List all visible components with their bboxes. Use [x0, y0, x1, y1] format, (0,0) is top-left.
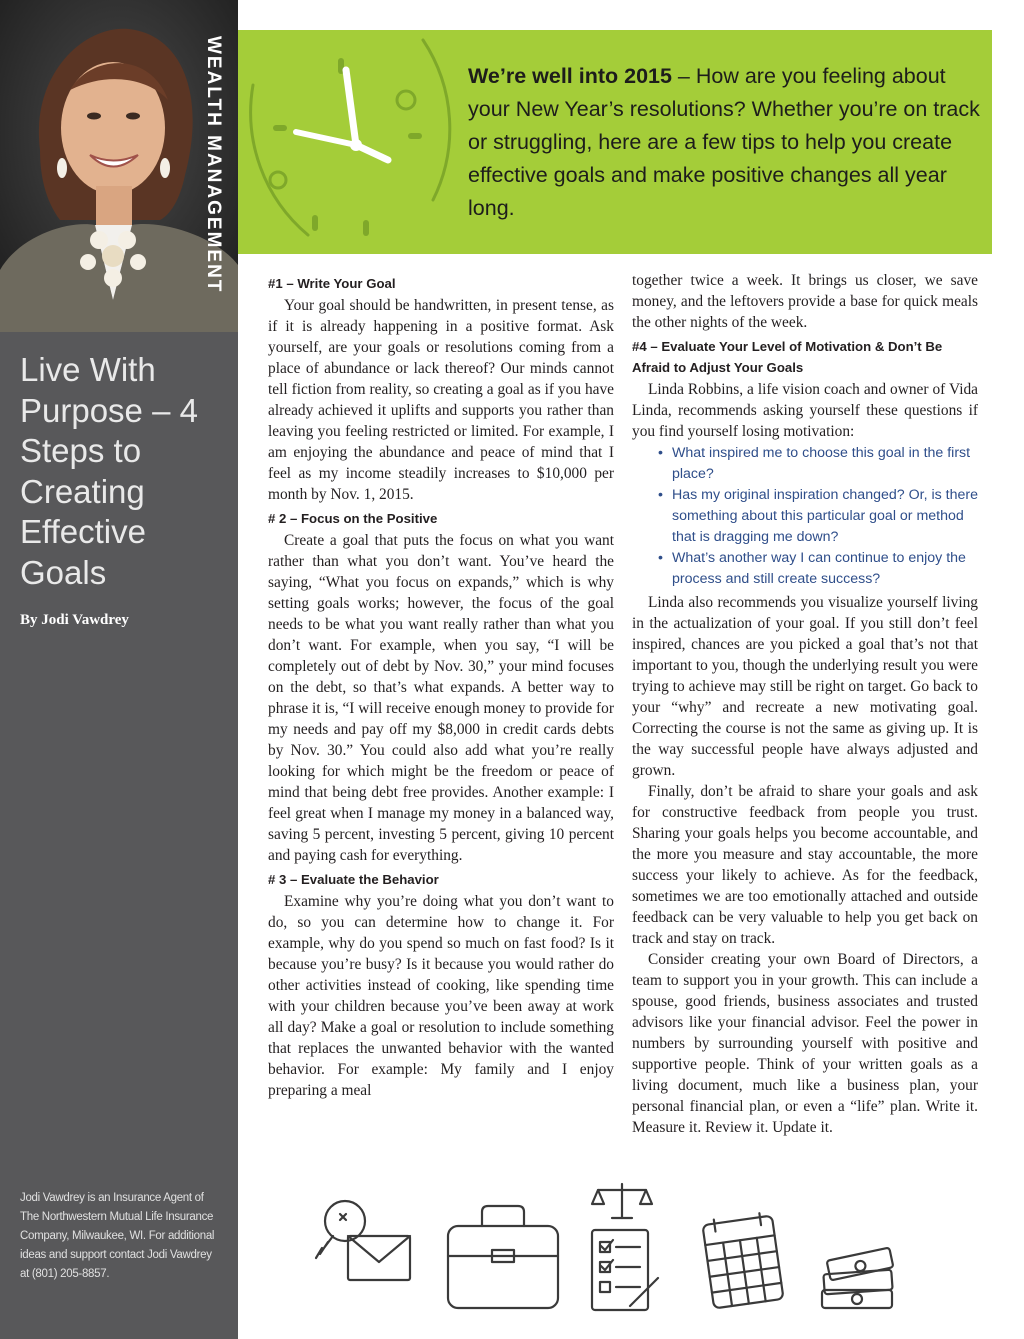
paragraph-continued: together twice a week. It brings us closer, we save money, and the leftovers provide a base for quick meals the other nights of the week.	[632, 272, 978, 331]
scales-icon	[592, 1184, 652, 1218]
article-column-right	[632, 270, 978, 1138]
calendar-icon	[702, 1212, 784, 1309]
section-label: WEALTH MANAGEMENT	[203, 36, 224, 294]
banner-lead: We’re well into 2015	[468, 64, 672, 88]
section-heading-4: #4 – Evaluate Your Level of Motivation & Don’t Be Afraid to Adjust Your Goals	[632, 339, 943, 375]
article-title: Live With Purpose – 4 Steps to Creating Effective Goals	[20, 351, 198, 591]
intro-banner	[238, 30, 992, 254]
paragraph: Linda Robbins, a life vision coach and owner of Vida Linda, recommends asking yourself these questions if you find yourself losing motivation:	[632, 381, 978, 440]
paragraph: Create a goal that puts the focus on what you want rather than what you don’t want. You’ve heard the saying, “What you focus on expands,” which is why setting goals works; however, the focus of the goal needs to be what you want really rather than what you don’t want. For example, when you say, “I will be completely out of debt by Nov. 30,” your mind focuses on the debt, so that’s what expands. A better way to phrase it is, “I will receive enough money to provide for my needs and pay off my $8,000 in credit cards debts by Nov. 30.” You could also add what you’re really looking for which might be the freedom or peace of mind that being debt free provides. Another example: I feel great when I manage my money in a balanced way, saving 5 percent, investing 5 percent, giving 10 percent and paying cash for everything.	[268, 532, 614, 864]
section-heading-3: # 3 – Evaluate the Behavior	[268, 872, 439, 887]
list-item: • What inspired me to choose this goal in the first place?	[672, 443, 978, 485]
author-note: Jodi Vawdrey is an Insurance Agent of The Northwestern Mutual Life Insurance Company, Milwaukee, WI. For additional ideas and support contact Jodi Vawdrey at (801) 205-8857.	[20, 1192, 215, 1280]
paragraph: Consider creating your own Board of Directors, a team to support you in your growth. This can include a spouse, good friends, business associates and trusted advisors like your financial advisor. Feel the power in numbers by surrounding yourself with positive and supportive people. Think of your written goals as a living document, much like a business plan, your personal financial plan, or even a “life” plan. Write it. Measure it. Review it. Update it.	[632, 951, 978, 1136]
article-column-left	[268, 270, 614, 1101]
paragraph: Examine why you’re doing what you don’t want to do, so you can determine how to change it. For example, why do you spend so much on fast food? Is it because you’re busy? Is it because you would rather do other activities instead of cooking, like spending time with your children because you’ve been away at work all day? Make a goal or resolution to include something that replaces the unwanted behavior with the wanted behavior. For example: My family and I enjoy preparing a meal	[268, 893, 614, 1099]
banner-text	[468, 60, 988, 225]
briefcase-icon	[448, 1206, 558, 1308]
list-item: • Has my original inspiration changed? Or, is there something about this particular goal or method that is dragging me down?	[672, 485, 978, 548]
paragraph: Finally, don’t be afraid to share your goals and ask for constructive feedback from people you trust. Sharing your goals helps you become accountable, and the more you measure and stay accountable, the more success your likely to achieve. As for the feedback, sometimes we are too emotionally attached and outside feedback can be very valuable to help you get back on track and stay on track.	[632, 783, 978, 947]
motivation-questions	[632, 443, 978, 590]
byline: By Jodi Vawdrey	[20, 612, 129, 628]
list-item: • What’s another way I can continue to enjoy the process and still create success?	[672, 548, 978, 590]
paragraph: Linda also recommends you visualize yourself living in the actualization of your goal. If you still don’t feel inspired, chances are you picked a goal that’s not that important to you, though the underlying result you were trying to achieve may still be right on target. Go back to your “why” and recreate a new motivating goal. Correcting the course is not the same as giving up. It is the way successful people have always adjusted and grown.	[632, 594, 978, 779]
money-stack-icon	[822, 1248, 893, 1308]
clock-icon	[238, 30, 478, 254]
sidebar	[0, 0, 238, 1339]
footer-icons-svg	[300, 1176, 1000, 1326]
envelope-icon	[348, 1236, 410, 1280]
section-heading-1: #1 – Write Your Goal	[268, 276, 396, 291]
checklist-icon	[592, 1230, 658, 1310]
paragraph: Your goal should be handwritten, in present tense, as if it is already happening in a positive format. Ask yourself, are your goals or resolutions coming from a place of abundance or lack thereof? Our minds cannot tell fiction from reality, so creating a goal as if you have already achieved it uplifts and supports you rather than leaving you feeling restricted or limited. For example, I am enjoying the abundance and peace of mind that I feel as my income steadily increases to $10,000 per month by Nov. 1, 2015.	[268, 297, 614, 503]
banner-body: – How are you feeling about your New Year’s resolutions? Whether you’re on track or struggling, here are a few tips to help you create effective goals and make positive changes all year long.	[468, 64, 980, 220]
section-heading-2: # 2 – Focus on the Positive	[268, 511, 438, 526]
lightbulb-icon	[316, 1201, 365, 1258]
footer-illustrations	[300, 1176, 1000, 1326]
